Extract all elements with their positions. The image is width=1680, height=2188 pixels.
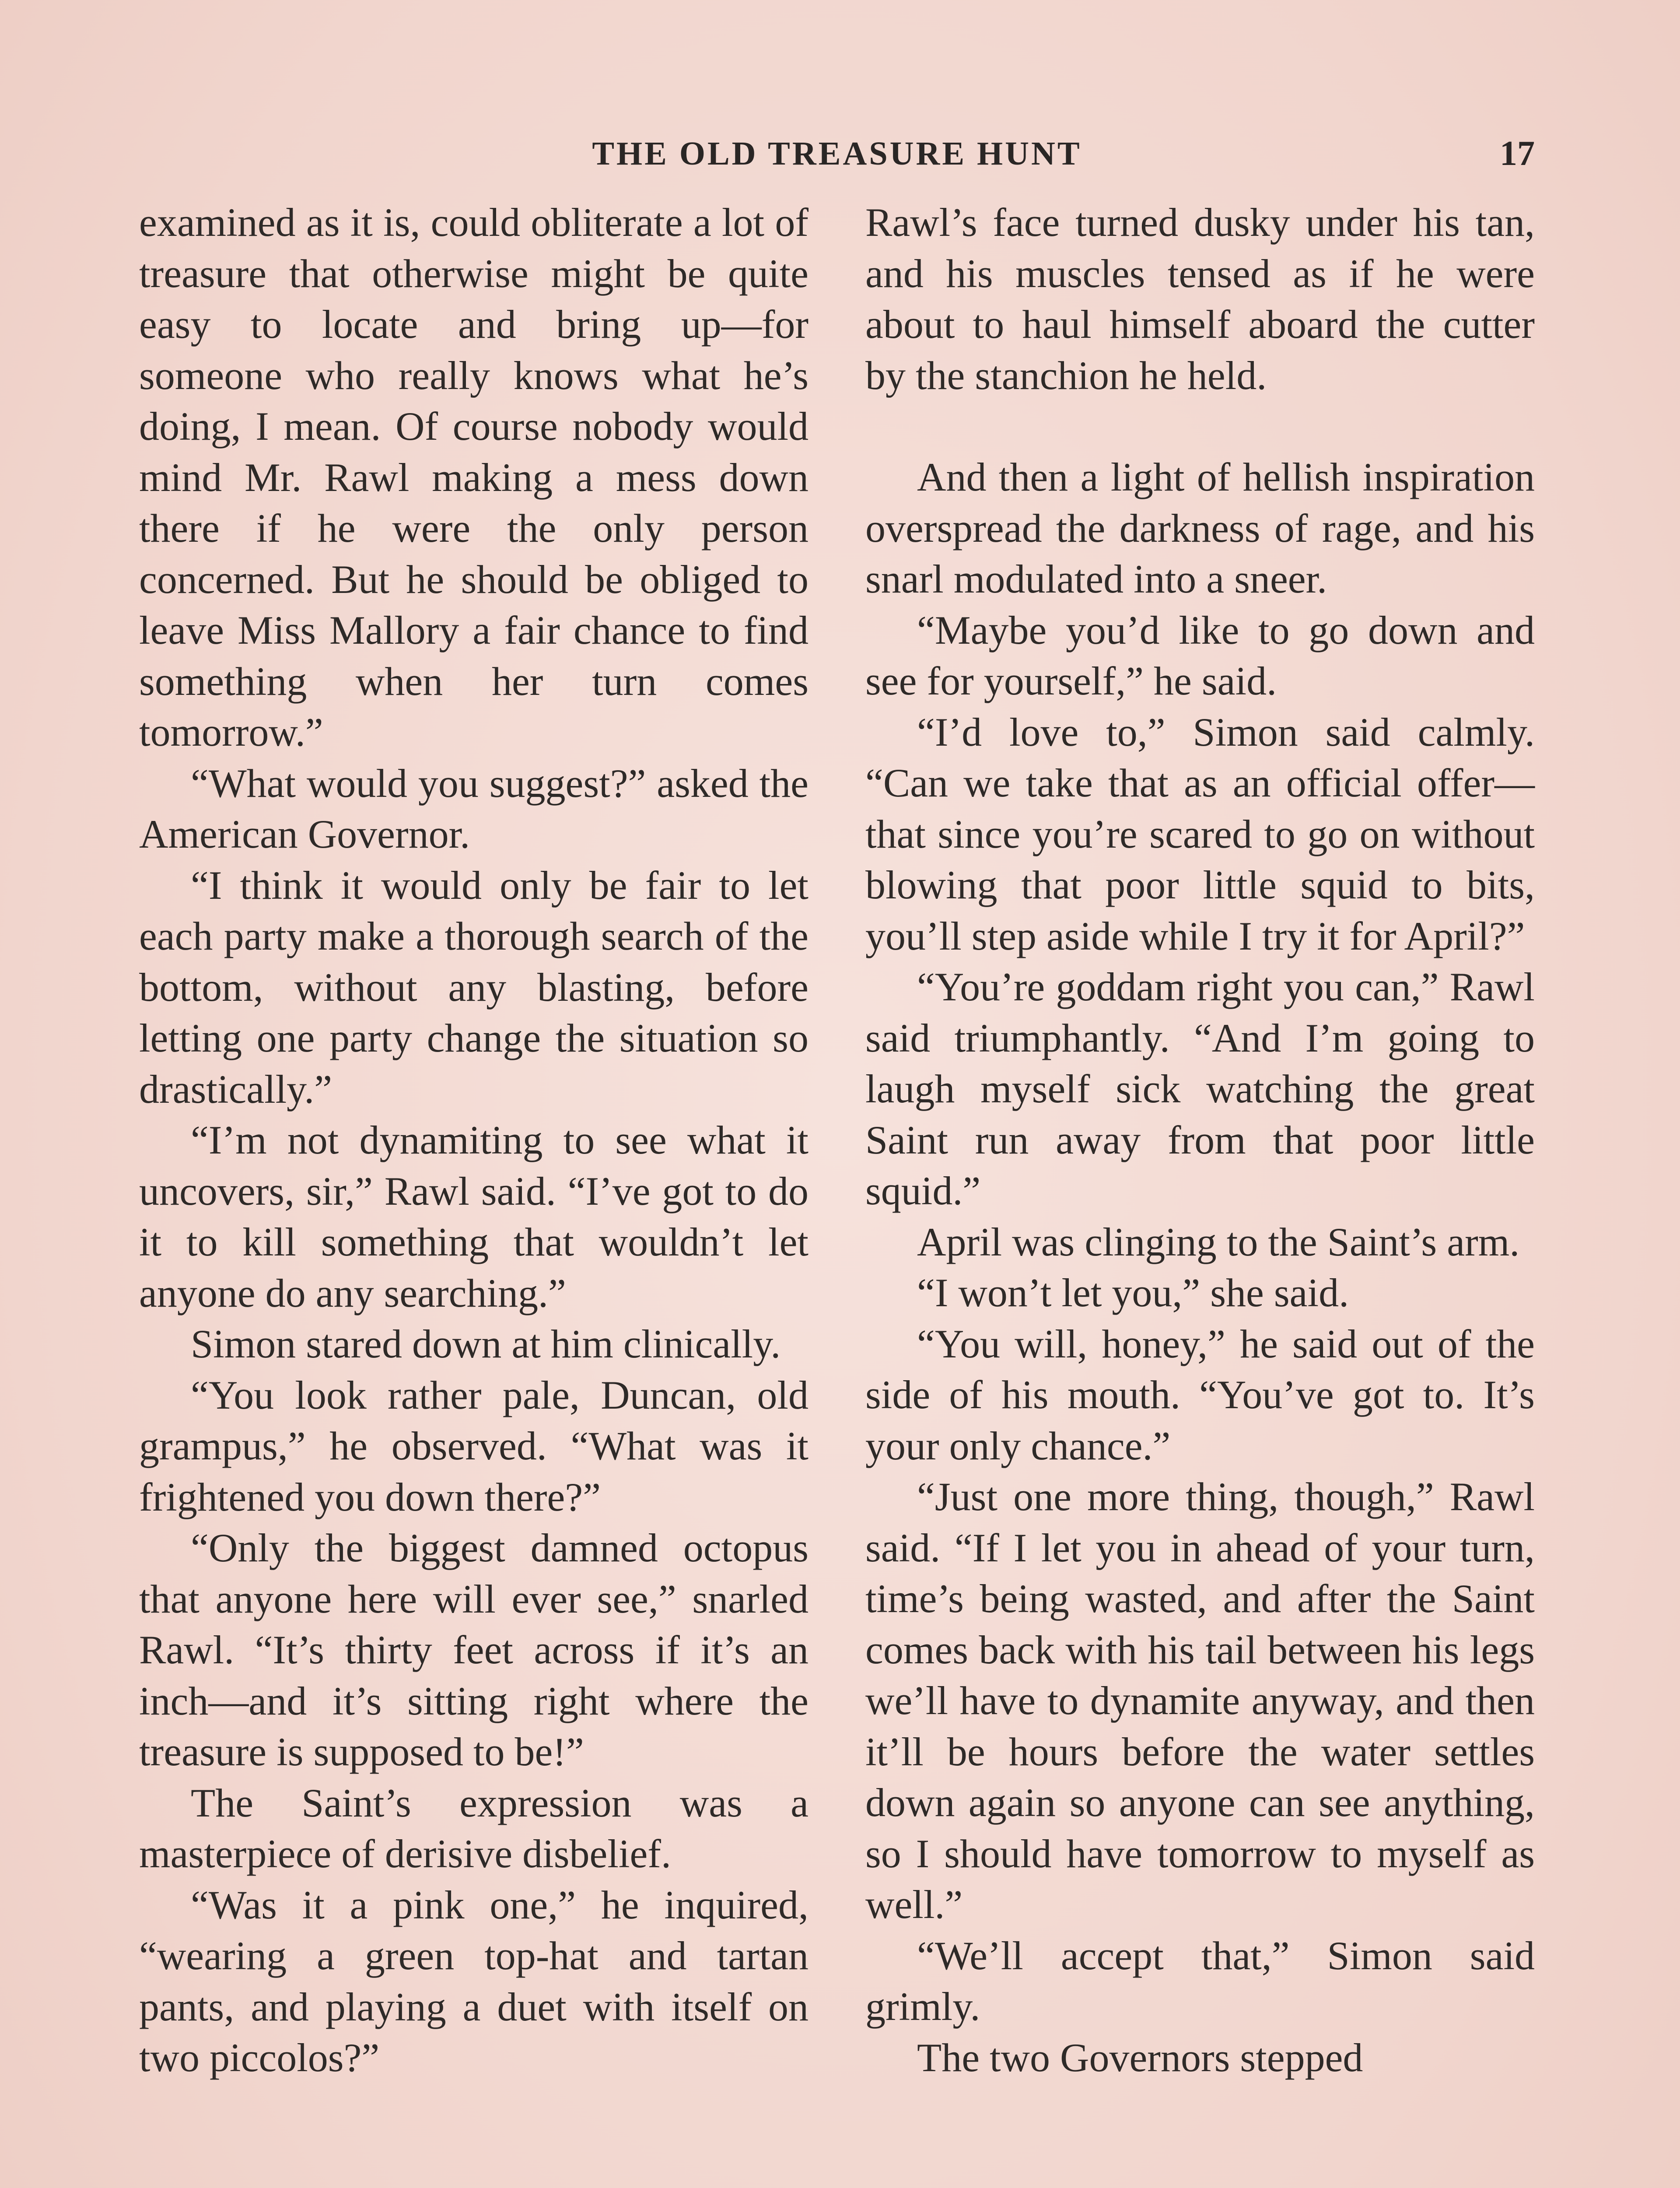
paragraph: April was clinging to the Saint’s arm. [917, 1219, 1520, 1264]
paragraph: The two Governors stepped [917, 2035, 1363, 2080]
running-title: THE OLD TREASURE HUNT [592, 135, 1082, 172]
paragraph: “What would you suggest?” asked the American Governor. [139, 761, 808, 856]
paragraph: Simon stared down at him clinically. [191, 1322, 781, 1366]
paragraph: “I’m not dynamiting to see what it uncovers, sir,” Rawl said. “I’ve got to do it to kill something that wouldn’t let anyone do any searching.” [139, 1118, 808, 1315]
paragraph: “You will, honey,” he said out of the side of his mouth. “You’ve got to. It’s your only chance.” [865, 1321, 1535, 1468]
paragraph: “Maybe you’d like to go down and see for yourself,” he said. [865, 607, 1535, 703]
paragraph: examined as it is, could obliterate a lot of treasure that otherwise might be quite easy to locate and bring up—for someone who really knows what he’s doing, I mean. Of course nobody would mind Mr. Rawl making a mess down there if he were the only person concerned. But he should be obliged to leave Miss Mallory a fair chance to find something when her turn comes tomorrow.” [139, 200, 808, 754]
paragraph: “You look rather pale, Duncan, old grampus,” he observed. “What was it frightened you down there?” [139, 1372, 808, 1519]
paragraph: The Saint’s expression was a masterpiece of derisive disbelief. [139, 1780, 808, 1876]
paragraph: “I’d love to,” Simon said calmly. “Can we take that as an official offer—that since you’re scared to go on without blowing that poor little squid to bits, you’ll step aside while I try it for April?” [865, 709, 1535, 958]
right-column [865, 197, 1535, 2083]
page-header [139, 130, 1535, 178]
paragraph: “Was it a pink one,” he inquired, “wearing a green top-hat and tartan pants, and playing a duet with itself on two piccolos?” [139, 1882, 808, 2080]
paragraph: “You’re goddam right you can,” Rawl said triumphantly. “And I’m going to laugh myself sick watching the great Saint run away from that poor little squid.” [865, 964, 1535, 1213]
paragraph: “I won’t let you,” she said. [917, 1270, 1349, 1315]
page-number: 17 [1500, 134, 1535, 173]
left-column [139, 197, 808, 2083]
paragraph: And then a light of hellish inspiration overspread the darkness of rage, and his snarl modulated into a sneer. [865, 455, 1535, 601]
paragraph: “I think it would only be fair to let each party make a thorough search of the bottom, without any blasting, before letting one party change the situation so drastically.” [139, 863, 808, 1112]
paragraph: “Just one more thing, though,” Rawl said. “If I let you in ahead of your turn, time’s being wasted, and after the Saint comes back with his tail between his legs we’ll have to dynamite anyway, and then it’ll be hours before the water settles down again so anyone can see anything, so I should have tomorrow to myself as well.” [865, 1474, 1535, 1927]
paragraph: Rawl’s face turned dusky under his tan, and his muscles tensed as if he were about to haul himself aboard the cutter by the stanchion he held. [865, 200, 1535, 398]
paragraph: “We’ll accept that,” Simon said grimly. [865, 1933, 1535, 2029]
paragraph: “Only the biggest damned octopus that anyone here will ever see,” snarled Rawl. “It’s thirty feet across if it’s an inch—and it’s sitting right where the treasure is supposed to be!” [139, 1525, 808, 1774]
